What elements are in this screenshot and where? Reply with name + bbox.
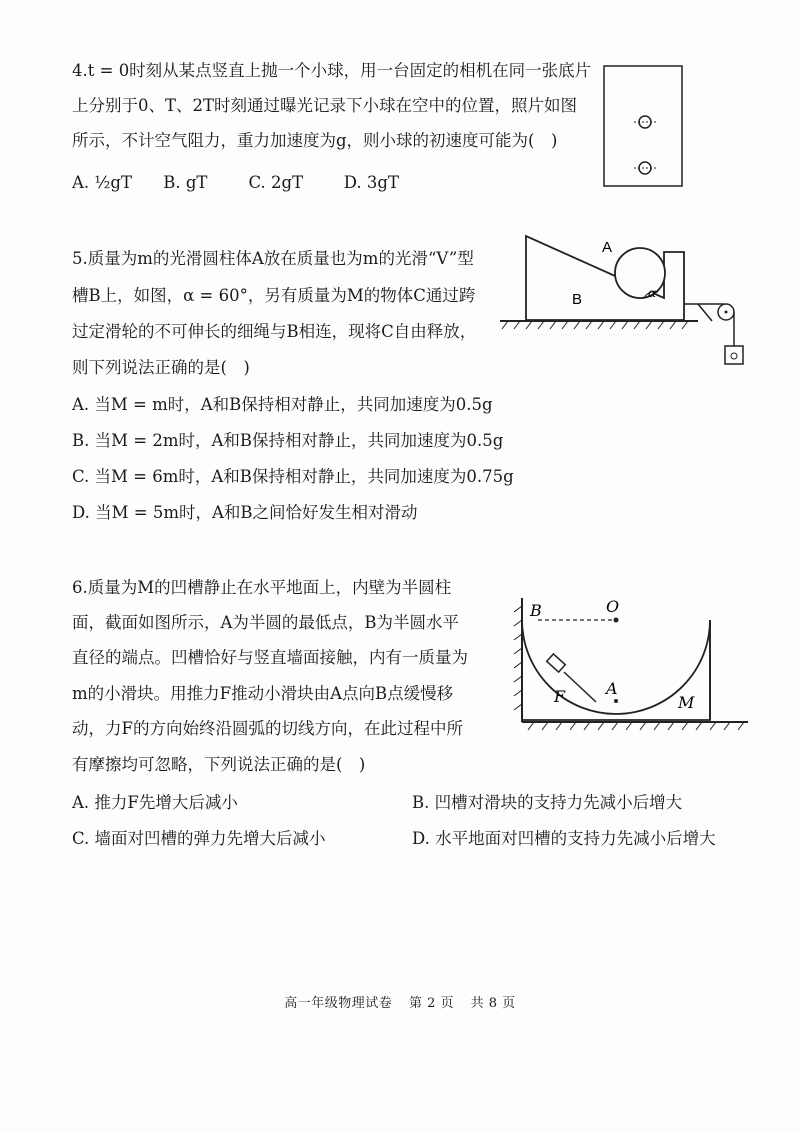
q6-option-a: A. 推力F先增大后减小 <box>72 793 238 812</box>
footer-total: 共 8 页 <box>470 996 516 1011</box>
q6-line-3: 直径的端点。凹槽恰好与竖直墙面接触，内有一质量为 <box>72 648 468 667</box>
q4-options <box>72 172 399 194</box>
q5-option-c: C. 当M = 6m时，A和B保持相对静止，共同加速度为0.75g <box>72 467 514 486</box>
q6-line-4: m的小滑块。用推力F推动小滑块由A点向B点缓慢移 <box>72 684 454 703</box>
q5-line-3: 过定滑轮的不可伸长的细绳与B相连，现将C自由释放， <box>72 322 477 341</box>
q5-line-1: 5.质量为m的光滑圆柱体A放在质量也为m的光滑“V”型 <box>72 249 474 268</box>
label-m: M <box>678 693 695 712</box>
point-a <box>614 699 618 703</box>
q4-line-1: 4.t = 0时刻从某点竖直上抛一个小球，用一台固定的相机在同一张底片 <box>72 61 592 80</box>
q5-option-d: D. 当M = 5m时，A和B之间恰好发生相对滑动 <box>72 503 418 522</box>
footer-page: 第 2 页 <box>408 996 454 1011</box>
q4-option-a: A. ½gT <box>72 173 132 192</box>
label-b: B <box>572 291 583 308</box>
q5-line-2: 槽B上，如图，α = 60°，另有质量为M的物体C通过跨 <box>72 286 476 305</box>
force-f-arrow <box>564 672 596 702</box>
label-o: O <box>606 597 620 616</box>
q4-photo-figure <box>600 62 686 190</box>
q6-line-2: 面，截面如图所示，A为半圆的最低点，B为半圆水平 <box>72 613 460 632</box>
q6-groove-figure <box>508 590 762 740</box>
q6-line-6: 有摩擦均可忽略，下列说法正确的是( ) <box>72 755 366 774</box>
q6-option-d: D. 水平地面对凹槽的支持力先减小后增大 <box>412 829 716 848</box>
q5-option-a: A. 当M = m时，A和B保持相对静止，共同加速度为0.5g <box>72 395 493 414</box>
q6-option-b: B. 凹槽对滑块的支持力先减小后增大 <box>412 793 683 812</box>
q6-option-c: C. 墙面对凹槽的弹力先增大后减小 <box>72 829 326 848</box>
ball-icon <box>634 116 656 128</box>
ball-icon <box>634 162 656 174</box>
label-a: A <box>606 679 618 698</box>
cylinder-a <box>615 248 665 298</box>
q5-groove-figure <box>498 228 768 374</box>
center-o <box>614 618 619 623</box>
label-b: B <box>530 601 542 620</box>
page-footer <box>0 992 800 1011</box>
q5-line-4: 则下列说法正确的是( ) <box>72 358 250 377</box>
q6-line-5: 动，力F的方向始终沿圆弧的切线方向，在此过程中所 <box>72 719 463 738</box>
q6-line-1: 6.质量为M的凹槽静止在水平地面上，内壁为半圆柱 <box>72 578 452 597</box>
q4-option-c: C. 2gT <box>248 173 304 192</box>
label-a: A <box>602 239 613 256</box>
q4-option-d: D. 3gT <box>343 173 399 192</box>
q4-line-3: 所示，不计空气阻力，重力加速度为g，则小球的初速度可能为( ) <box>72 131 558 150</box>
q5-option-b: B. 当M = 2m时，A和B保持相对静止，共同加速度为0.5g <box>72 431 504 450</box>
label-alpha: α <box>648 286 657 300</box>
footer-title: 高一年级物理试卷 <box>284 996 393 1011</box>
q4-line-2: 上分别于0、T、2T时刻通过曝光记录下小球在空中的位置，照片如图 <box>72 96 578 115</box>
slider-block <box>547 654 566 672</box>
q4-option-b: B. gT <box>163 173 208 192</box>
pulley-bracket <box>698 304 712 321</box>
label-f: F <box>554 687 566 706</box>
block-c <box>725 346 743 364</box>
